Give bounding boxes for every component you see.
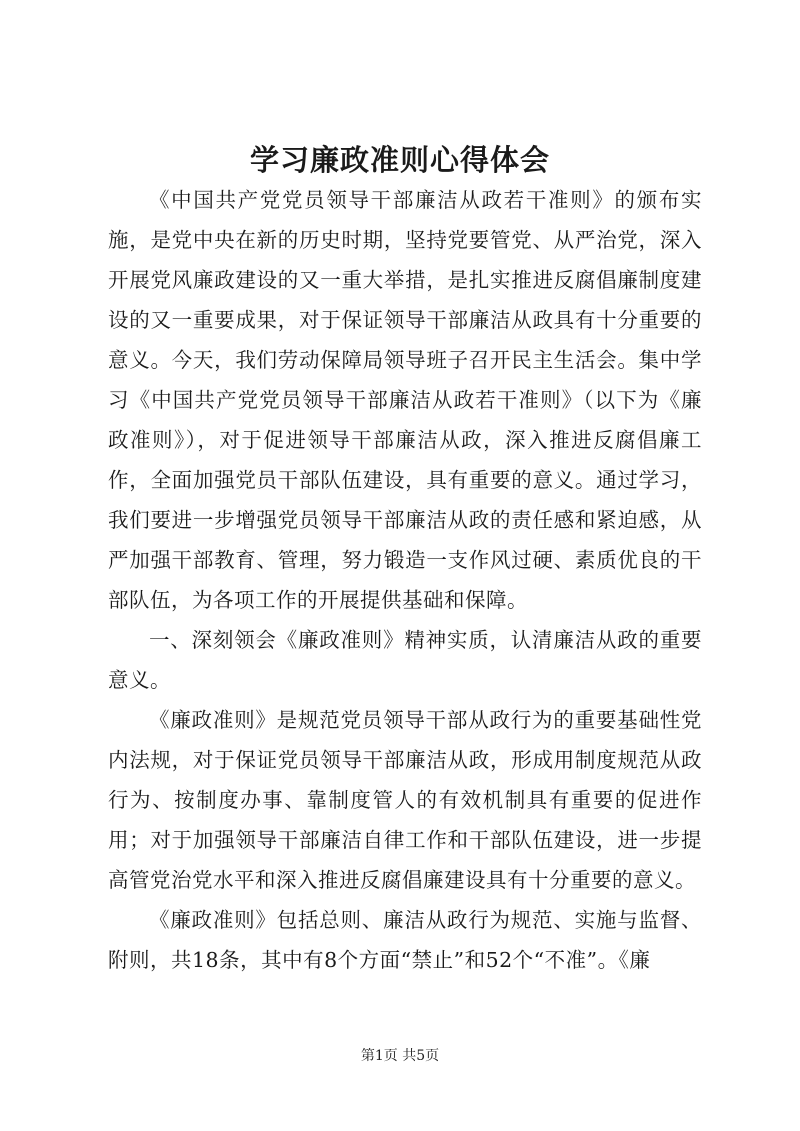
paragraph-intro: 《中国共产党党员领导干部廉洁从政若干准则》的颁布实施，是党中央在新的历史时期，坚持党要管党、从严治党，深入开展党风廉政建设的又一重大举措，是扎实推进反腐倡廉制度建设的又一重要成果，对于保证领导干部廉洁从政具有十分重要的意义。今天，我们劳动保障局领导班子召开民主生活会。集中学习《中国共产党党员领导干部廉洁从政若干准则》（以下为《廉政准则》），对于促进领导干部廉洁从政，深入推进反腐倡廉工作，全面加强党员干部队伍建设，具有重要的意义。通过学习，我们要进一步增强党员领导干部廉洁从政的责任感和紧迫感，从严加强干部教育、管理，努力锻造一支作风过硬、素质优良的干部队伍，为各项工作的开展提供基础和保障。 bbox=[108, 188, 702, 612]
document-title: 学习廉政准则心得体会 bbox=[249, 143, 550, 177]
paragraph-section-heading: 一、深刻领会《廉政准则》精神实质，认清廉洁从政的重要意义。 bbox=[108, 628, 702, 692]
paragraph-regulation-significance: 《廉政准则》是规范党员领导干部从政行为的重要基础性党内法规，对于保证党员领导干部廉洁从政，形成用制度规范从政行为、按制度办事、靠制度管人的有效机制具有重要的促进作用；对于加强领导干部廉洁自律工作和干部队伍建设，进一步提高管党治党水平和深入推进反腐倡廉建设具有十分重要的意义。 bbox=[108, 708, 702, 892]
document-body bbox=[108, 180, 702, 980]
paragraph-regulation-contents: 《廉政准则》包括总则、廉洁从政行为规范、实施与监督、附则，共18条，其中有8个方面“禁止”和52个“不准”。《廉 bbox=[108, 908, 702, 972]
page-footer: 第1页 共5页 bbox=[360, 1048, 440, 1064]
